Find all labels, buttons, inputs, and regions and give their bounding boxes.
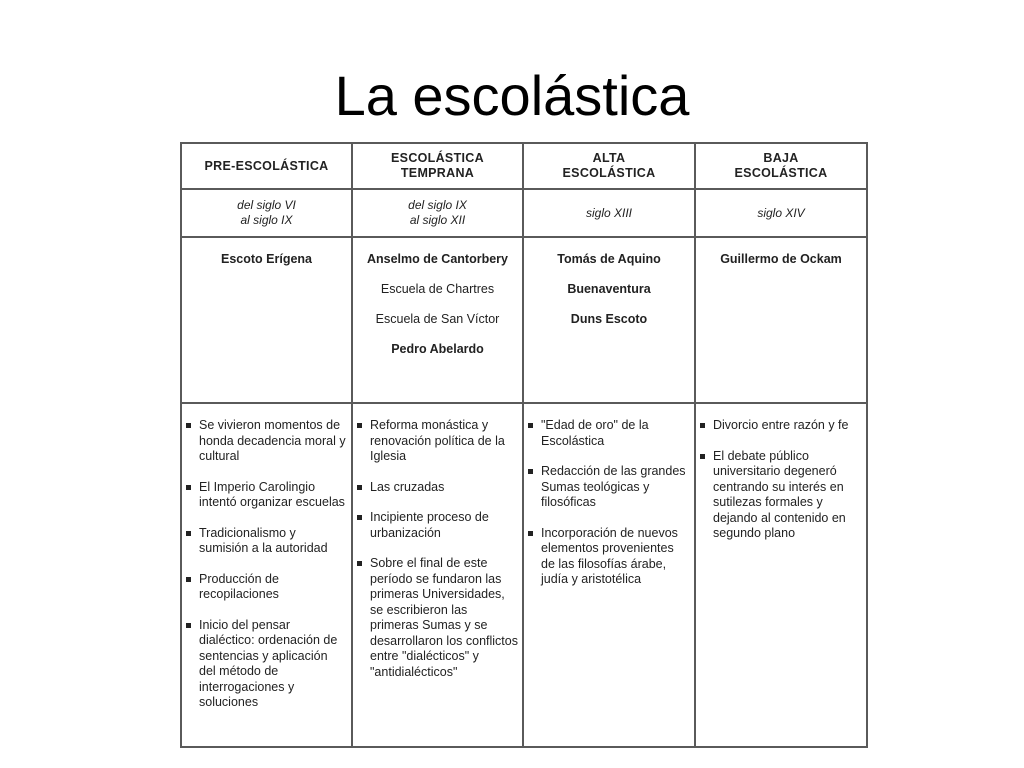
bullet-icon [186,423,191,428]
philosopher-name: Tomás de Aquino [557,252,661,266]
bullet-icon [186,485,191,490]
header-row [181,143,867,189]
note-item [186,418,347,465]
note-text: Incorporación de nuevos elementos provenientes de las filosofías árabe, judía y aristotélica [541,525,678,586]
people-cell [695,237,867,403]
scholastic-periods-table [180,142,868,748]
notes-cell [181,403,352,747]
note-item [528,464,690,511]
people-row [181,237,867,403]
note-text: "Edad de oro" de la Escolástica [541,418,649,448]
period-cell [352,189,523,237]
school-name: Escuela de San Víctor [375,312,500,326]
note-text: Producción de recopilaciones [199,571,279,601]
column-heading-line: ESCOLÁSTICA [562,166,656,180]
bullet-icon [186,623,191,628]
notes-row [181,403,867,747]
note-text: Sobre el final de este período se fundaron las primeras Universidades, se escribieron las primeras Sumas y se desarrollaron los conflictos entre "dialécticos" y "antidialécticos" [370,556,518,679]
philosopher-name: Pedro Abelardo [391,342,484,356]
bullet-icon [700,454,705,459]
note-text: El debate público universitario degeneró centrando su interés en sutilezas formales y dejando al contenido en segundo plano [713,448,846,540]
note-item [186,480,347,511]
philosopher-name: Anselmo de Cantorbery [366,252,508,266]
bullet-icon [528,423,533,428]
note-item [528,418,690,449]
column-heading-line: TEMPRANA [400,166,475,180]
period-cell [523,189,695,237]
scholastic-table-container [180,142,866,748]
bullet-icon [700,423,705,428]
notes-list [528,418,690,588]
period-cell [181,189,352,237]
bullet-icon [186,531,191,536]
period-cell [695,189,867,237]
notes-cell [695,403,867,747]
note-text: Tradicionalismo y sumisión a la autoridad [199,525,328,555]
slide-title: La escolástica [334,64,690,127]
people-cell [352,237,523,403]
notes-list [357,418,518,680]
period-line: del siglo VI [237,198,296,212]
notes-list [186,418,347,711]
bullet-icon [528,531,533,536]
note-item [186,526,347,557]
note-item [357,480,518,496]
column-heading-line: ESCOLÁSTICA [734,166,828,180]
column-heading-cell [352,143,523,189]
note-text: Redacción de las grandes Sumas teológicas y filosóficas [541,464,686,509]
people-cell [181,237,352,403]
column-heading-cell [695,143,867,189]
column-heading-line: ALTA [592,151,626,165]
note-text: Reforma monástica y renovación política de la Iglesia [370,418,505,463]
period-line: al siglo IX [240,213,293,227]
notes-cell [352,403,523,747]
philosopher-name: Buenaventura [567,282,651,296]
note-text: Inicio del pensar dialéctico: ordenación de sentencias y aplicación del método de interrogaciones y soluciones [199,617,338,709]
period-line: siglo XIII [585,205,633,220]
philosopher-name: Guillermo de Ockam [720,252,842,266]
note-item [186,618,347,711]
school-name: Escuela de Chartres [380,282,495,296]
column-heading-line: PRE-ESCOLÁSTICA [204,158,329,173]
note-item [528,526,690,588]
note-item [700,449,862,542]
philosopher-name: Escoto Erígena [221,252,312,266]
note-item [700,418,862,434]
period-row [181,189,867,237]
column-heading-cell [181,143,352,189]
people-cell [523,237,695,403]
notes-list [700,418,862,542]
column-heading-line: BAJA [763,151,799,165]
column-heading-cell [523,143,695,189]
period-line: siglo XIV [757,205,805,220]
note-text: Incipiente proceso de urbanización [370,510,489,540]
bullet-icon [357,423,362,428]
period-line: del siglo IX [408,198,467,212]
bullet-icon [186,577,191,582]
bullet-icon [357,485,362,490]
note-text: El Imperio Carolingio intentó organizar escuelas [199,479,345,509]
note-text: Se vivieron momentos de honda decadencia moral y cultural [199,418,346,463]
notes-cell [523,403,695,747]
column-heading-line: ESCOLÁSTICA [391,151,484,165]
note-text: Divorcio entre razón y fe [713,418,849,432]
bullet-icon [528,469,533,474]
note-text: Las cruzadas [370,479,445,494]
bullet-icon [357,561,362,566]
note-item [357,418,518,465]
bullet-icon [357,515,362,520]
philosopher-name: Duns Escoto [570,312,648,326]
note-item [357,510,518,541]
period-line: al siglo XII [409,213,466,227]
note-item [186,572,347,603]
note-item [357,556,518,680]
